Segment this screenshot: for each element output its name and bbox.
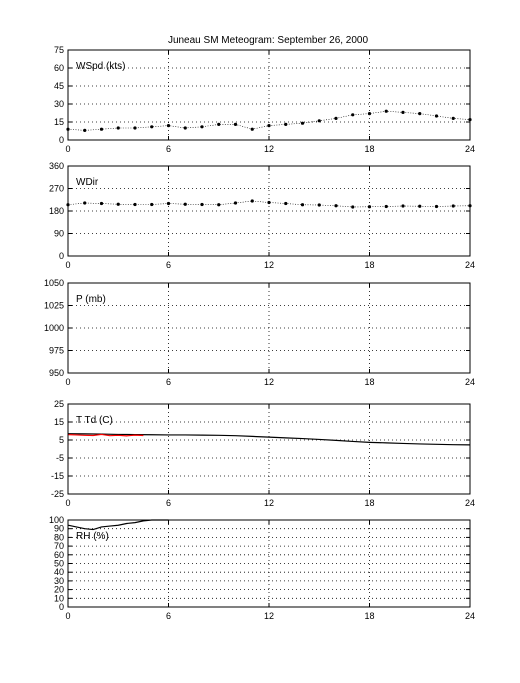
y-tick-label: 90 (53, 523, 64, 534)
x-tick-label: 24 (464, 498, 476, 508)
y-tick-label: 15 (53, 117, 64, 127)
data-point (334, 204, 337, 207)
chart-panel-5 (49, 515, 475, 621)
x-tick-label: 12 (263, 144, 275, 154)
x-tick-label: 0 (65, 144, 71, 154)
y-tick-label: 270 (48, 183, 64, 194)
y-tick-label: 1000 (43, 323, 64, 333)
y-tick-label: -5 (55, 453, 64, 463)
y-tick-label: 25 (53, 399, 64, 409)
y-tick-label: 975 (48, 345, 64, 356)
y-tick-label: 60 (53, 63, 64, 73)
data-point (184, 203, 187, 206)
y-tick-label: 1050 (43, 278, 64, 288)
y-tick-label: 0 (58, 135, 64, 145)
x-tick-label: 18 (364, 498, 375, 508)
x-tick-label: 12 (263, 377, 275, 387)
y-tick-label: 0 (58, 251, 64, 261)
y-tick-label: 75 (53, 45, 64, 55)
y-tick-label: 45 (53, 81, 64, 91)
panel-label: WSpd (kts) (76, 61, 126, 72)
data-point (100, 128, 103, 131)
y-tick-label: 5 (58, 435, 64, 445)
x-tick-label: 6 (165, 498, 172, 508)
x-tick-label: 0 (65, 377, 71, 387)
chart-panel-3 (44, 278, 475, 387)
y-tick-label: 80 (53, 532, 64, 543)
chart-panel-2 (49, 161, 475, 270)
y-tick-label: -15 (50, 471, 64, 481)
x-tick-label: 0 (65, 498, 71, 508)
y-tick-label: -25 (50, 489, 64, 499)
y-tick-label: 1025 (43, 300, 64, 311)
x-tick-label: 6 (165, 611, 172, 621)
panel-label: RH (%) (76, 531, 109, 542)
panel-label: T Td (C) (76, 415, 113, 426)
chart-panel-4 (51, 399, 475, 508)
x-tick-label: 12 (263, 611, 275, 621)
y-tick-label: 950 (48, 368, 64, 378)
x-tick-label: 24 (464, 611, 476, 621)
y-tick-label: 40 (53, 567, 64, 578)
x-tick-label: 24 (464, 260, 476, 270)
y-tick-label: 50 (53, 558, 64, 569)
x-tick-label: 6 (165, 377, 172, 387)
y-tick-label: 30 (53, 575, 64, 586)
x-tick-label: 12 (263, 260, 275, 270)
y-tick-label: 15 (53, 417, 64, 427)
x-tick-label: 0 (65, 260, 71, 270)
y-tick-label: 20 (53, 584, 64, 595)
x-tick-label: 24 (464, 144, 476, 154)
x-tick-label: 18 (364, 260, 375, 270)
y-tick-label: 90 (53, 228, 64, 239)
x-tick-label: 6 (165, 260, 172, 270)
data-point (100, 202, 103, 205)
x-tick-label: 18 (364, 144, 375, 154)
x-tick-label: 12 (263, 498, 275, 508)
x-tick-label: 24 (464, 377, 476, 387)
y-tick-label: 360 (48, 161, 64, 171)
y-tick-label: 180 (48, 206, 64, 216)
y-tick-label: 30 (53, 99, 64, 109)
y-tick-label: 100 (48, 515, 64, 525)
figure-title: Juneau SM Meteogram: September 26, 2000 (167, 35, 369, 46)
y-tick-label: 70 (53, 541, 64, 552)
y-tick-label: 60 (53, 549, 64, 560)
y-tick-label: 0 (58, 602, 64, 612)
x-tick-label: 18 (364, 611, 375, 621)
x-tick-label: 0 (65, 611, 71, 621)
x-tick-label: 6 (165, 144, 172, 154)
x-tick-label: 18 (364, 377, 375, 387)
panel-label: WDir (76, 177, 99, 188)
chart-panel-1 (54, 45, 475, 154)
y-tick-label: 10 (53, 593, 64, 604)
panel-label: P (mb) (76, 294, 106, 305)
